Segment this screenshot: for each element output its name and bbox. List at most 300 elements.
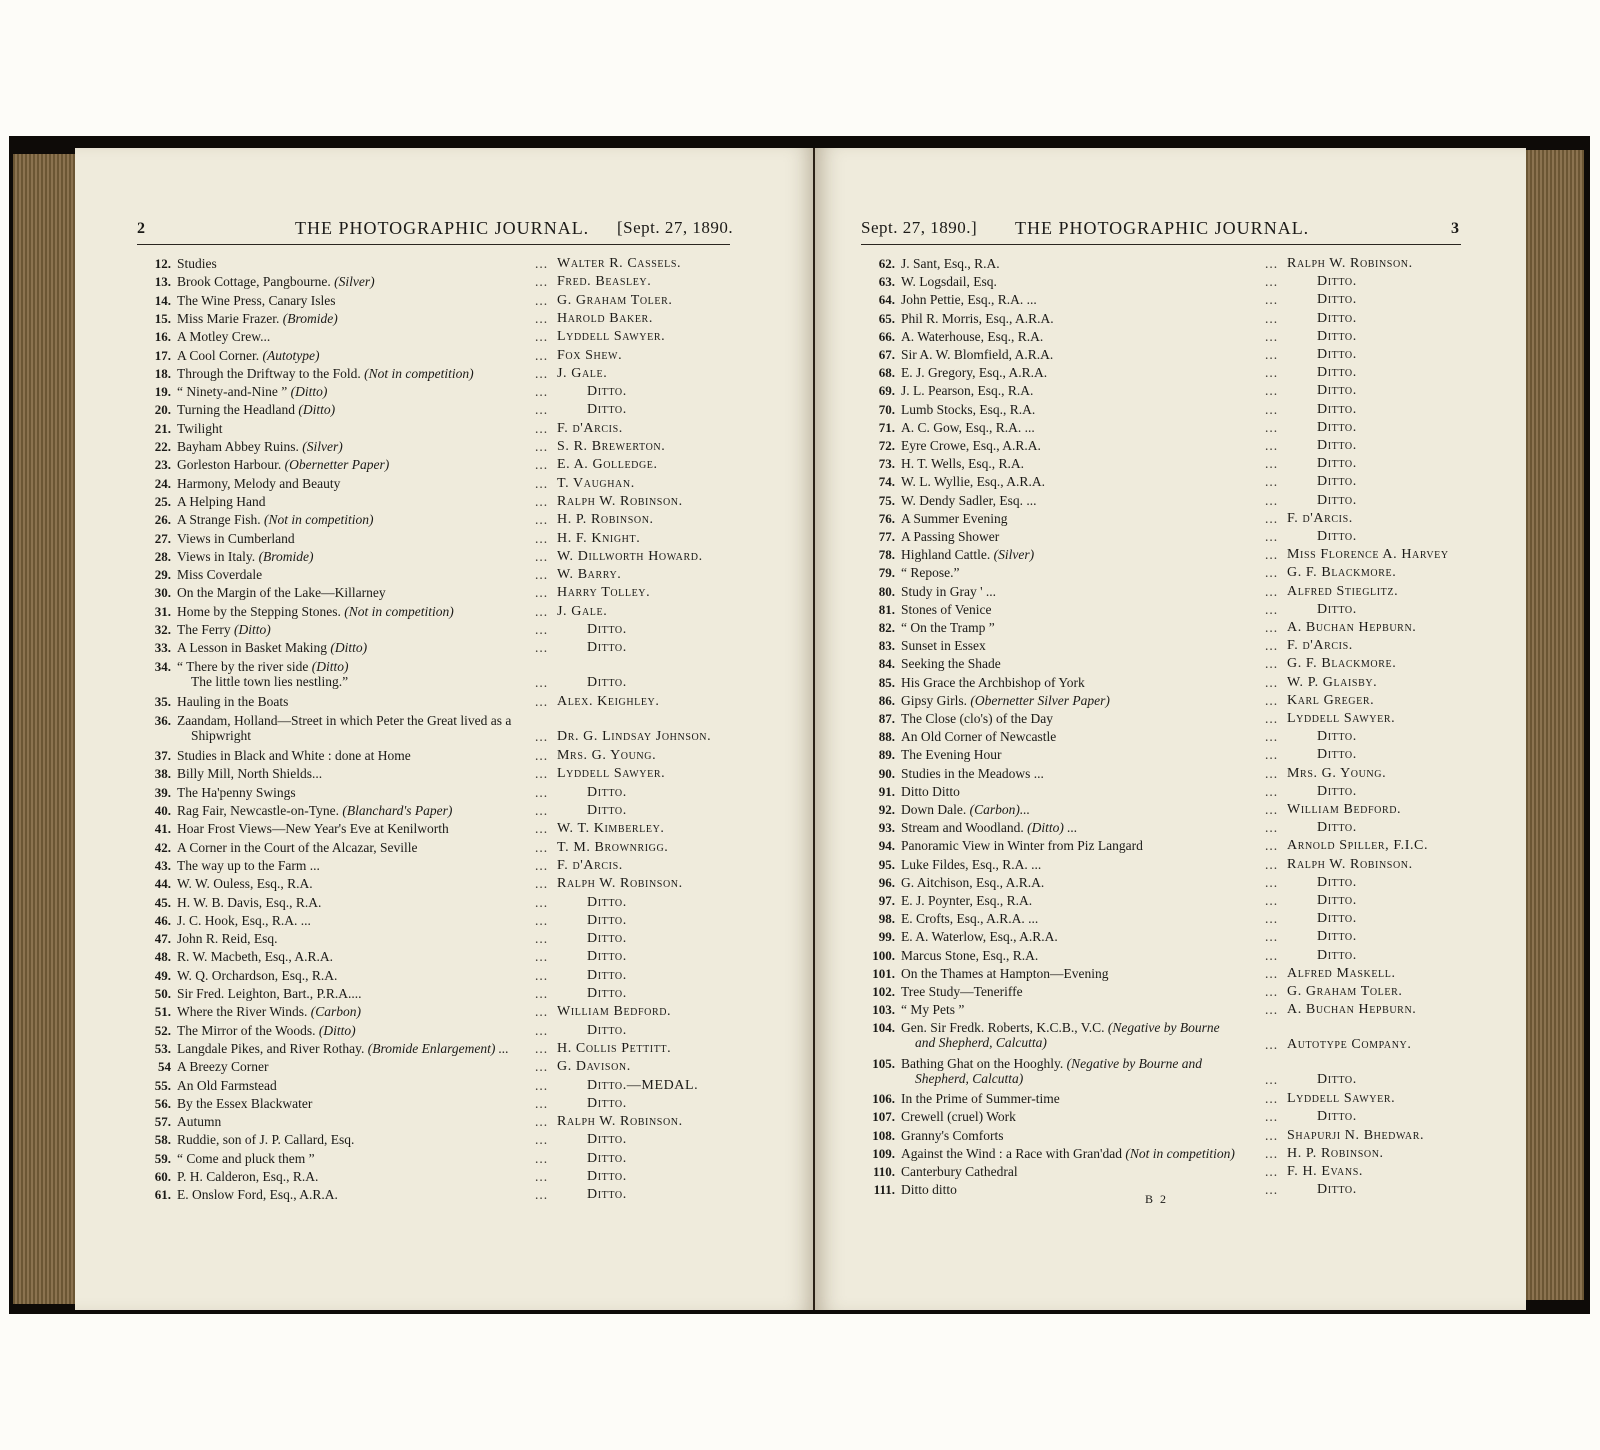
entry-exhibitor: G. F. Blackmore. <box>1287 656 1397 672</box>
entry-title <box>901 347 1053 362</box>
catalogue-entry <box>861 875 1481 893</box>
entry-number: 81. <box>878 601 895 617</box>
entry-title-text: “ On the Tramp ” <box>901 620 995 635</box>
catalogue-entry <box>861 292 1481 310</box>
catalogue-entry <box>137 549 737 567</box>
catalogue-entry <box>137 622 737 640</box>
entry-title <box>177 949 333 964</box>
entry-title <box>177 494 266 509</box>
entry-title-text: Granny's Comforts <box>901 1127 1004 1143</box>
entry-process-note: (Not in competition) <box>1125 1145 1235 1161</box>
entry-number: 31. <box>154 603 171 619</box>
leader-dots: ... <box>1265 965 1279 981</box>
entry-number: 75. <box>878 492 895 508</box>
entry-number: 66. <box>878 328 895 344</box>
entry-number: 24. <box>154 475 171 491</box>
entry-title-text: R. W. Macbeth, Esq., A.R.A. <box>177 949 334 965</box>
entry-title-text: Sir A. W. Blomfield, A.R.A. <box>901 347 1054 362</box>
entry-number: 64. <box>878 292 895 308</box>
entry-exhibitor: Harold Baker. <box>557 310 653 326</box>
leader-dots: ... <box>1265 638 1279 654</box>
entry-title <box>177 622 271 637</box>
leader-dots: ... <box>535 256 549 271</box>
page-edges-left <box>13 154 75 1304</box>
entry-title-text: Miss Coverdale <box>177 567 263 583</box>
entry-exhibitor: Ditto. <box>1317 474 1357 490</box>
entry-exhibitor: Lyddell Sawyer. <box>1287 1091 1396 1107</box>
entry-title <box>177 476 340 491</box>
leader-dots: ... <box>535 857 549 873</box>
entry-title <box>177 293 336 308</box>
entry-title-text: A Cool Corner. <box>177 347 260 363</box>
entry-title-text: “ My Pets ” <box>901 1002 965 1018</box>
entry-title <box>177 713 511 728</box>
entry-title <box>901 1002 964 1017</box>
entry-exhibitor: Ditto. <box>1317 401 1357 417</box>
entry-title-text: J. C. Hook, Esq., R.A. ... <box>177 912 311 928</box>
entry-title-continued: The little town lies nestling.” <box>191 673 349 689</box>
entry-title <box>177 348 320 363</box>
right-page <box>815 148 1526 1310</box>
entry-exhibitor: Ditto. <box>587 622 627 637</box>
entry-exhibitor: G. F. Blackmore. <box>1287 565 1397 581</box>
leader-dots: ... <box>1265 838 1279 854</box>
entry-number: 15. <box>154 310 171 326</box>
entry-number: 89. <box>878 747 895 763</box>
entry-number: 57. <box>154 1114 171 1130</box>
catalogue-entry <box>861 365 1481 383</box>
entry-process-note: (Obernetter Paper) <box>284 457 390 473</box>
entry-number: 68. <box>878 365 895 381</box>
catalogue-entry <box>861 838 1481 856</box>
entry-exhibitor: Ditto. <box>587 640 627 656</box>
entry-number: 83. <box>878 638 895 654</box>
entry-title-text: W. Logsdail, Esq. <box>901 274 997 290</box>
entry-number: 90. <box>878 765 895 781</box>
entry-number: 102. <box>872 984 895 999</box>
entry-exhibitor: Ditto. <box>1317 328 1357 344</box>
entry-number: 26. <box>154 512 171 528</box>
entry-title-continued: and Shepherd, Calcutta) <box>915 1035 1047 1051</box>
entry-number: 35. <box>154 694 171 710</box>
entry-exhibitor: Ditto. <box>1317 729 1357 745</box>
entry-title-text: Bayham Abbey Ruins. <box>177 439 299 454</box>
entry-exhibitor: Walter R. Cassels. <box>557 256 682 271</box>
entry-exhibitor: Ditto. <box>1317 492 1357 508</box>
catalogue-entry <box>861 1182 1481 1200</box>
entry-number: 40. <box>154 803 171 818</box>
entry-process-note: (Carbon)... <box>969 802 1030 817</box>
entry-number: 77. <box>878 529 895 544</box>
catalogue-entry <box>861 747 1481 765</box>
entry-title <box>177 549 314 564</box>
entry-title <box>901 1128 1004 1143</box>
leader-dots: ... <box>1265 547 1279 563</box>
catalogue-entry <box>137 913 737 931</box>
catalogue-entry <box>137 785 737 803</box>
entry-title-text: A Strange Fish. <box>177 512 261 528</box>
leader-dots: ... <box>1265 419 1279 435</box>
entry-exhibitor: Ditto. <box>1317 274 1357 290</box>
leader-dots: ... <box>1265 1109 1279 1125</box>
entry-process-note: (Ditto) <box>330 640 368 656</box>
leader-dots: ... <box>1265 401 1279 417</box>
entry-number: 84. <box>878 656 895 672</box>
leader-dots: ... <box>535 1132 549 1148</box>
entry-exhibitor: Karl Greger. <box>1287 692 1375 708</box>
catalogue-entry <box>861 1020 1481 1054</box>
entry-title-text: P. H. Calderon, Esq., R.A. <box>177 1169 319 1184</box>
catalogue-entry <box>861 311 1481 329</box>
entry-title-text: On the Thames at Hampton—Evening <box>901 965 1109 981</box>
entry-number: 109. <box>872 1145 895 1161</box>
entry-exhibitor: J. Gale. <box>557 603 608 619</box>
leader-dots: ... <box>535 603 549 619</box>
catalogue-entry <box>137 402 737 420</box>
entry-number: 73. <box>878 456 895 472</box>
leader-dots: ... <box>1265 365 1279 381</box>
entry-number: 17. <box>154 347 171 363</box>
entry-exhibitor: Ditto. <box>1317 292 1357 308</box>
entry-title <box>901 802 1030 817</box>
entry-title-text: Seeking the Shade <box>901 656 1001 672</box>
entry-title-text: Home by the Stepping Stones. <box>177 603 341 619</box>
catalogue-entry <box>861 656 1481 674</box>
entry-number: 21. <box>154 420 171 436</box>
catalogue-entry <box>861 1128 1481 1146</box>
catalogue-entry <box>137 531 737 549</box>
entry-title <box>177 931 278 946</box>
catalogue-entry <box>861 966 1481 984</box>
entry-title-text: John R. Reid, Esq. <box>177 931 278 947</box>
entry-title-text: E. Crofts, Esq., A.R.A. ... <box>901 911 1039 927</box>
entry-number: 59. <box>154 1150 171 1166</box>
entry-process-note: (Ditto) <box>290 384 328 400</box>
catalogue-entry <box>861 911 1481 929</box>
entry-process-note: (Blanchard's Paper) <box>342 803 453 818</box>
entry-exhibitor: Ditto. <box>587 912 627 928</box>
leader-dots: ... <box>535 310 549 326</box>
entry-title <box>177 329 270 344</box>
entry-title <box>177 1004 361 1019</box>
entry-title <box>901 1056 1202 1071</box>
entry-number: 63. <box>878 274 895 290</box>
entry-exhibitor: Ralph W. Robinson. <box>557 1114 683 1130</box>
entry-title-text: Eyre Crowe, Esq., A.R.A. <box>901 438 1041 453</box>
entry-title-text: His Grace the Archbishop of York <box>901 674 1085 690</box>
entry-title <box>177 457 389 472</box>
leader-dots: ... <box>535 949 549 965</box>
entry-number: 42. <box>154 839 171 855</box>
entry-title-text: Views in Italy. <box>177 548 256 564</box>
catalogue-entry <box>137 876 737 894</box>
entry-title-text: Lumb Stocks, Esq., R.A. <box>901 401 1036 417</box>
entry-number: 99. <box>878 929 895 945</box>
entry-title <box>901 1164 1018 1179</box>
catalogue-entry <box>861 1109 1481 1127</box>
leader-dots: ... <box>1265 1036 1279 1052</box>
entry-title-text: “ Ninety-and-Nine ” <box>177 384 288 400</box>
entry-title-text: The Ha'penny Swings <box>177 784 296 800</box>
catalogue-entry <box>861 438 1481 456</box>
entry-number: 19. <box>154 384 171 400</box>
entry-title <box>901 857 1041 872</box>
leader-dots: ... <box>535 694 549 710</box>
entry-title-text: G. Aitchison, Esq., A.R.A. <box>901 874 1045 890</box>
entry-number: 97. <box>878 893 895 908</box>
entry-exhibitor: Ditto. <box>587 1187 627 1203</box>
catalogue-entry <box>137 329 737 347</box>
entry-exhibitor: Alfred Maskell. <box>1287 965 1396 981</box>
entry-exhibitor: Ditto. <box>1317 929 1357 945</box>
entry-exhibitor: Arnold Spiller, F.I.C. <box>1287 838 1429 854</box>
catalogue-entry <box>861 1164 1481 1182</box>
entry-exhibitor: Ditto. <box>587 1132 627 1148</box>
entry-exhibitor: Ditto. <box>1317 438 1357 453</box>
entry-number: 70. <box>878 401 895 417</box>
entry-title-text: Crewell (cruel) Work <box>901 1109 1016 1125</box>
catalogue-entry <box>861 347 1481 365</box>
entry-title <box>901 438 1041 453</box>
entry-number: 23. <box>154 457 171 473</box>
entry-title-text: E. A. Waterlow, Esq., A.R.A. <box>901 929 1058 945</box>
leader-dots: ... <box>1265 1182 1279 1198</box>
entry-title <box>901 729 1056 744</box>
entry-title <box>901 292 1037 307</box>
entry-title <box>177 640 367 655</box>
entry-title-text: Billy Mill, North Shields... <box>177 766 323 782</box>
leader-dots: ... <box>1265 747 1279 763</box>
entry-process-note: (Not in competition) <box>344 603 454 619</box>
entry-title <box>901 838 1143 853</box>
entry-process-note: (Not in competition) <box>364 365 474 381</box>
entry-title-text: Studies in Black and White : done at Home <box>177 748 411 764</box>
entry-title-text: Down Dale. <box>901 802 967 817</box>
entry-exhibitor: Ditto. <box>1317 911 1357 927</box>
entry-exhibitor: Ditto. <box>1317 1182 1357 1198</box>
entry-exhibitor: Ditto. <box>587 674 627 690</box>
entry-title <box>901 420 1035 435</box>
leader-dots: ... <box>1265 1071 1279 1087</box>
entry-title-text: Turning the Headland <box>177 402 295 418</box>
entry-title <box>901 620 995 635</box>
catalogue-entry <box>861 929 1481 947</box>
entry-title <box>901 656 1001 671</box>
catalogue-entry <box>861 893 1481 911</box>
entry-title-text: Canterbury Cathedral <box>901 1164 1018 1179</box>
leader-dots: ... <box>1265 783 1279 799</box>
entry-exhibitor: Alex. Keighley. <box>557 694 660 710</box>
entry-title <box>901 1182 957 1197</box>
entry-title <box>177 1041 509 1056</box>
entry-exhibitor: Ditto. <box>587 986 627 1001</box>
catalogue-entry <box>137 895 737 913</box>
entry-title <box>901 474 1045 489</box>
entry-exhibitor: Ditto. <box>587 1022 627 1038</box>
catalogue-entry <box>861 402 1481 420</box>
entry-title-text: Panoramic View in Winter from Piz Langard <box>901 838 1143 854</box>
entry-title-text: Twilight <box>177 420 223 436</box>
entry-number: 65. <box>878 310 895 326</box>
entry-process-note: (Not in competition) <box>264 512 374 528</box>
entry-title <box>177 840 418 855</box>
entry-exhibitor: Ditto. <box>1317 310 1357 326</box>
entry-title-text: Studies in the Meadows ... <box>901 765 1044 781</box>
entry-exhibitor: Ditto. <box>1317 419 1357 435</box>
entry-exhibitor: H. P. Robinson. <box>557 512 654 528</box>
catalogue-entry <box>137 1169 737 1187</box>
entry-title-text: Phil R. Morris, Esq., A.R.A. <box>901 310 1054 326</box>
entry-title-text: A. C. Gow, Esq., R.A. ... <box>901 419 1035 435</box>
entry-title-text: Against the Wind : a Race with Gran'dad <box>901 1145 1122 1161</box>
entry-process-note: (Ditto) <box>311 658 349 674</box>
leader-dots: ... <box>1265 911 1279 927</box>
entry-exhibitor: Dr. G. Lindsay Johnson. <box>557 728 712 744</box>
header-rule <box>861 244 1461 245</box>
header-rule <box>137 244 730 245</box>
running-head-right <box>815 218 1526 244</box>
catalogue-entry <box>861 602 1481 620</box>
entry-title-text: W. L. Wyllie, Esq., A.R.A. <box>901 474 1045 490</box>
leader-dots: ... <box>1265 510 1279 526</box>
entry-title-text: Luke Fildes, Esq., R.A. ... <box>901 856 1042 872</box>
entry-number: 86. <box>878 692 895 708</box>
entry-number: 53. <box>154 1040 171 1056</box>
entry-title <box>901 402 1035 417</box>
entry-title <box>177 1169 318 1184</box>
book-spread <box>9 136 1590 1314</box>
entry-title-text: Gen. Sir Fredk. Roberts, K.C.B., V.C. <box>901 1020 1105 1036</box>
entry-title <box>177 876 313 891</box>
leader-dots: ... <box>535 839 549 855</box>
leader-dots: ... <box>1265 492 1279 508</box>
entry-title-continued: Shipwright <box>191 727 252 743</box>
entry-exhibitor: Harry Tolley. <box>557 585 651 601</box>
entry-title <box>901 711 1053 726</box>
entry-title-text: W. W. Ouless, Esq., R.A. <box>177 876 313 892</box>
entry-number: 91. <box>878 783 895 799</box>
leader-dots: ... <box>1265 820 1279 836</box>
entry-exhibitor: Ralph W. Robinson. <box>1287 256 1413 271</box>
leader-dots: ... <box>1265 711 1279 726</box>
entry-exhibitor: F. H. Evans. <box>1287 1164 1363 1179</box>
issue-date: [Sept. 27, 1890. <box>617 218 734 237</box>
entry-exhibitor: Ditto. <box>587 1150 627 1166</box>
catalogue-entry <box>137 348 737 366</box>
entry-exhibitor: Ralph W. Robinson. <box>557 493 683 509</box>
entry-title-text: The Wine Press, Canary Isles <box>177 292 336 308</box>
entry-number: 22. <box>154 439 171 454</box>
entry-exhibitor: Ditto. <box>1317 365 1357 381</box>
entry-exhibitor: Ralph W. Robinson. <box>557 876 683 892</box>
catalogue-entry <box>861 820 1481 838</box>
entry-number: 37. <box>154 748 171 764</box>
catalogue-entry <box>137 821 737 839</box>
leader-dots: ... <box>1265 583 1279 599</box>
leader-dots: ... <box>535 674 549 690</box>
entry-title <box>901 547 1034 562</box>
entry-title <box>177 274 375 289</box>
catalogue-entry <box>861 547 1481 565</box>
entry-number: 51. <box>154 1004 171 1020</box>
catalogue-entry <box>137 512 737 530</box>
entry-title-text: Autumn <box>177 1114 222 1130</box>
entry-title-text: Ruddie, son of J. P. Callard, Esq. <box>177 1132 355 1148</box>
entry-exhibitor: A. Buchan Hepburn. <box>1287 620 1417 635</box>
leader-dots: ... <box>535 1150 549 1166</box>
entry-title <box>177 1187 338 1202</box>
entry-title <box>177 895 321 910</box>
entry-title <box>177 694 288 709</box>
catalogue-entry <box>861 256 1481 274</box>
entry-title <box>901 948 1038 963</box>
entry-title-text: J. Sant, Esq., R.A. <box>901 256 1000 271</box>
leader-dots: ... <box>535 748 549 764</box>
entry-number: 107. <box>872 1109 895 1125</box>
entry-title <box>901 1020 1220 1035</box>
entry-title-text: Ditto ditto <box>901 1182 957 1198</box>
catalogue-entry <box>137 439 737 457</box>
entry-exhibitor: William Bedford. <box>1287 802 1402 817</box>
entry-title <box>901 584 996 599</box>
leader-dots: ... <box>535 821 549 837</box>
entry-number: 100. <box>872 947 895 963</box>
leader-dots: ... <box>535 475 549 491</box>
entry-title-text: E. Onslow Ford, Esq., A.R.A. <box>177 1187 338 1203</box>
entry-number: 103. <box>872 1002 895 1018</box>
catalogue-entry <box>137 585 737 603</box>
entry-title-text: Langdale Pikes, and River Rothay. <box>177 1040 365 1056</box>
leader-dots: ... <box>1265 1002 1279 1018</box>
entry-title <box>177 1114 221 1129</box>
catalogue-entry <box>137 931 737 949</box>
entry-number: 36. <box>154 712 171 728</box>
entry-number: 58. <box>154 1132 171 1148</box>
entry-number: 71. <box>878 419 895 435</box>
entry-title <box>901 675 1085 690</box>
catalogue-entry <box>137 384 737 402</box>
entry-number: 94. <box>878 838 895 854</box>
entry-title <box>177 968 337 983</box>
entry-exhibitor: Ditto. <box>1317 1071 1357 1087</box>
leader-dots: ... <box>535 1169 549 1184</box>
leader-dots: ... <box>1265 984 1279 999</box>
entry-title <box>177 531 295 546</box>
entry-process-note: (Bromide) <box>258 548 314 564</box>
leader-dots: ... <box>1265 310 1279 326</box>
leader-dots: ... <box>535 1187 549 1203</box>
entry-title-text: Brook Cottage, Pangbourne. <box>177 274 331 290</box>
catalogue-entry <box>137 949 737 967</box>
entry-process-note: (Autotype) <box>262 347 320 363</box>
leader-dots: ... <box>535 329 549 345</box>
entry-exhibitor: Autotype Company. <box>1287 1036 1412 1052</box>
leader-dots: ... <box>535 1004 549 1020</box>
entry-exhibitor: Ditto. <box>587 402 627 418</box>
leader-dots: ... <box>535 894 549 910</box>
entry-title-text: Rag Fair, Newcastle-on-Tyne. <box>177 803 339 818</box>
catalogue-entry <box>861 274 1481 292</box>
entry-process-note: (Carbon) <box>310 1004 362 1020</box>
leader-dots: ... <box>1265 292 1279 308</box>
entry-number: 34. <box>154 658 171 674</box>
entry-title-text: A. Waterhouse, Esq., R.A. <box>901 328 1044 344</box>
entry-number: 110. <box>872 1164 895 1179</box>
leader-dots: ... <box>535 1059 549 1075</box>
leader-dots: ... <box>535 876 549 892</box>
entry-exhibitor: Ditto. <box>1317 347 1357 362</box>
catalogue-entry <box>861 984 1481 1002</box>
